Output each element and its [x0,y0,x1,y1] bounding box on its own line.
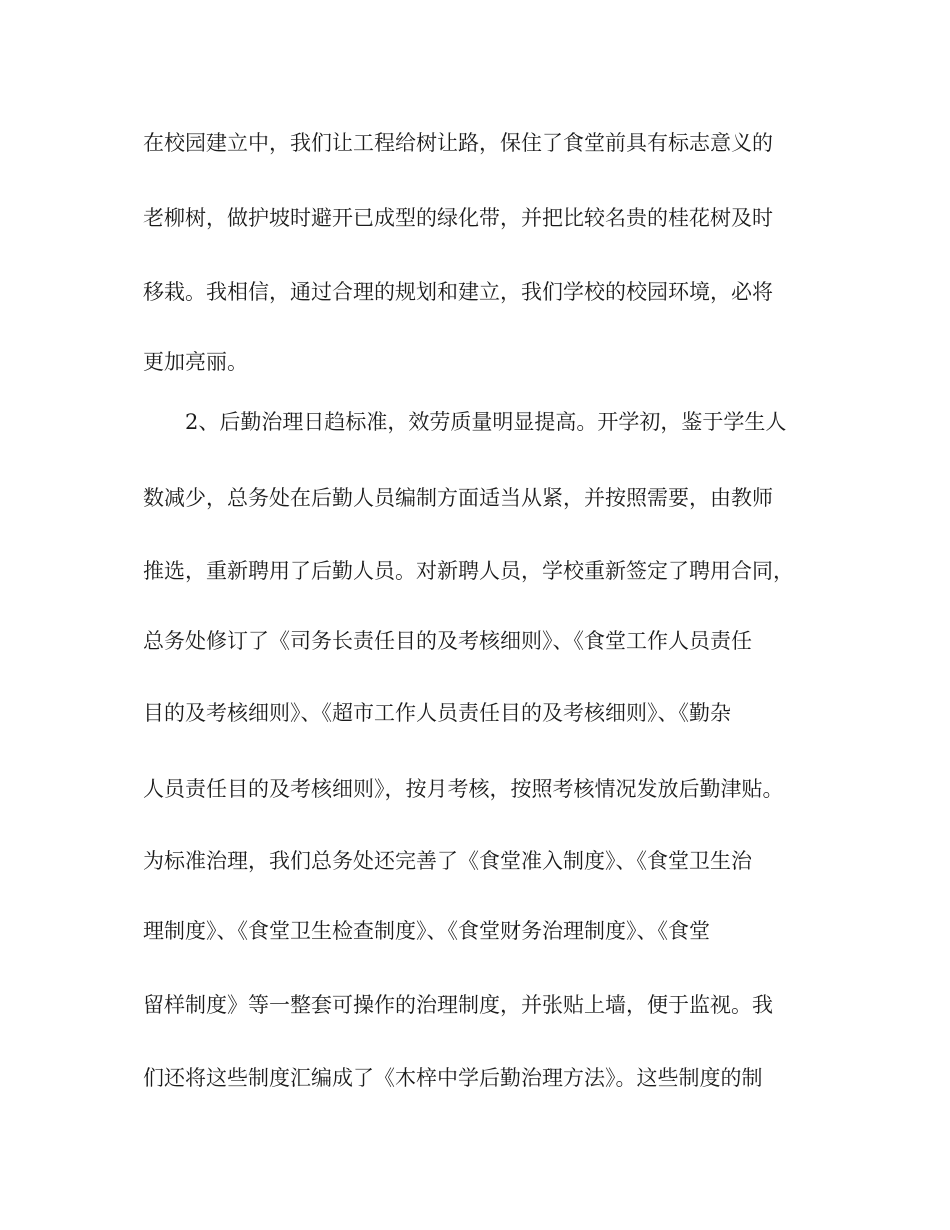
paragraph-line: 数减少，总务处在后勤人员编制方面适当从紧，并按照需要，由教师 [143,486,773,510]
paragraph-line: 目的及考核细则》、《超市工作人员责任目的及考核细则》、《勤杂 [143,701,731,725]
paragraph-line: 推选，重新聘用了后勤人员。对新聘人员，学校重新签定了聘用合同， [143,559,794,583]
paragraph-line: 为标准治理，我们总务处还完善了《食堂准入制度》、《食堂卫生治 [143,849,752,873]
paragraph-line: 人员责任目的及考核细则》，按月考核，按照考核情况发放后勤津贴。 [143,777,784,801]
paragraph-line: 移栽。我相信，通过合理的规划和建立，我们学校的校园环境，必将 [143,280,773,304]
paragraph-line: 老柳树，做护坡时避开已成型的绿化带，并把比较名贵的桂花树及时 [143,206,773,230]
paragraph-line: 理制度》、《食堂卫生检查制度》、《食堂财务治理制度》、《食堂 [143,919,710,943]
paragraph-line: 留样制度》等一整套可操作的治理制度，并张贴上墙，便于监视。我 [143,993,773,1017]
paragraph-line: 总务处修订了《司务长责任目的及考核细则》、《食堂工作人员责任 [143,629,752,653]
paragraph-line: 们还将这些制度汇编成了《木梓中学后勤治理方法》。这些制度的制 [143,1066,763,1090]
paragraph-line: 在校园建立中，我们让工程给树让路，保住了食堂前具有标志意义的 [143,131,773,155]
paragraph-line: 2、后勤治理日趋标准，效劳质量明显提高。开学初，鉴于学生人 [185,410,787,434]
paragraph-line: 更加亮丽。 [143,350,248,374]
